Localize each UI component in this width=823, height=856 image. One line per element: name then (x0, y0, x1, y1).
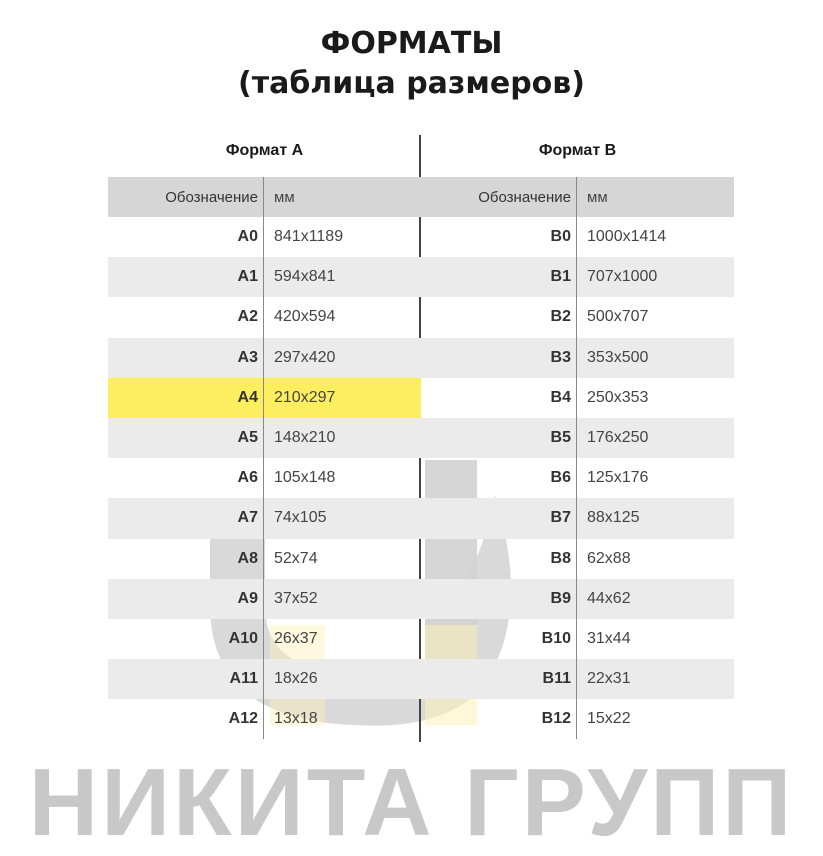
format-b-row (421, 659, 734, 699)
format-a-row (108, 579, 421, 619)
brand-watermark: НИКИТА ГРУПП (28, 749, 795, 856)
format-b-row-code: B9 (421, 579, 577, 619)
format-b-row-size: 353x500 (587, 348, 649, 366)
format-b-row-code: B6 (421, 458, 577, 498)
format-a-row-size: 148x210 (274, 429, 336, 447)
format-a-caption: Формат А (225, 142, 304, 159)
title-line-1: ФОРМАТЫ (320, 26, 503, 61)
format-a-row-size: 74x105 (274, 509, 327, 527)
format-a-row-code: A9 (108, 579, 264, 619)
format-b-row-size: 62x88 (587, 549, 631, 567)
format-b-table (421, 135, 734, 739)
format-a-row-code: A6 (108, 458, 264, 498)
format-b-row (421, 539, 734, 579)
format-b-row-code: B1 (421, 257, 577, 297)
format-b-header-row (421, 177, 734, 217)
format-a-row (108, 297, 421, 337)
format-b-row (421, 297, 734, 337)
format-b-row-size: 125x176 (587, 469, 649, 487)
format-a-row (108, 458, 421, 498)
format-a-row-size: 105x148 (274, 469, 336, 487)
format-a-row-size: 13x18 (274, 710, 318, 728)
format-b-row-code: B3 (421, 338, 577, 378)
format-a-row-size: 26x37 (274, 629, 318, 647)
format-b-row-size: 44x62 (587, 589, 631, 607)
format-a-row-code: A0 (108, 217, 264, 257)
format-a-row (108, 659, 421, 699)
format-b-row-code: B7 (421, 498, 577, 538)
format-b-row-code: B0 (421, 217, 577, 257)
format-a-row-code: A7 (108, 498, 264, 538)
format-b-row (421, 498, 734, 538)
title-line-2: (таблица размеров) (237, 66, 585, 101)
format-b-row-size: 250x353 (587, 388, 649, 406)
format-a-row-size: 18x26 (274, 670, 318, 688)
format-a-row-code: A4 (108, 378, 264, 418)
format-b-caption: Формат В (538, 142, 617, 159)
format-b-row-size: 15x22 (587, 710, 631, 728)
format-b-row-size: 707x1000 (587, 268, 658, 286)
format-a-row (108, 378, 421, 418)
format-a-row-size: 420x594 (274, 308, 336, 326)
format-a-row (108, 418, 421, 458)
format-b-row-size: 500x707 (587, 308, 649, 326)
format-b-row (421, 619, 734, 659)
format-b-row-size: 1000x1414 (587, 228, 667, 246)
format-a-col-size: мм (274, 188, 295, 206)
format-b-row-code: B5 (421, 418, 577, 458)
format-b-row-code: B11 (421, 659, 577, 699)
format-a-row (108, 619, 421, 659)
format-a-table (108, 135, 421, 739)
format-a-row (108, 217, 421, 257)
format-a-row (108, 699, 421, 739)
format-a-row-code: A5 (108, 418, 264, 458)
format-b-row-size: 31x44 (587, 629, 631, 647)
format-a-row-code: A1 (108, 257, 264, 297)
format-b-row-code: B12 (421, 699, 577, 739)
format-b-col-size: мм (587, 188, 608, 206)
format-a-row-size: 841x1189 (274, 228, 344, 246)
format-a-row-code: A2 (108, 297, 264, 337)
format-b-row (421, 699, 734, 739)
format-b-row-code: B10 (421, 619, 577, 659)
format-a-row (108, 338, 421, 378)
format-a-row-size: 37x52 (274, 589, 318, 607)
format-b-row (421, 338, 734, 378)
format-a-row-size: 210x297 (274, 388, 336, 406)
format-a-row-code: A12 (108, 699, 264, 739)
format-a-row-size: 297x420 (274, 348, 336, 366)
format-b-row-code: B8 (421, 539, 577, 579)
format-a-row-code: A10 (108, 619, 264, 659)
format-a-header-row (108, 177, 421, 217)
format-b-row (421, 579, 734, 619)
format-b-row (421, 217, 734, 257)
page-title (0, 24, 823, 104)
format-a-row (108, 257, 421, 297)
format-b-row (421, 378, 734, 418)
format-a-row-code: A8 (108, 539, 264, 579)
format-b-row-size: 176x250 (587, 429, 649, 447)
format-b-row-code: B4 (421, 378, 577, 418)
format-a-col-code: Обозначение (108, 177, 264, 217)
format-b-col-code: Обозначение (421, 177, 577, 217)
format-b-row (421, 257, 734, 297)
format-a-row-size: 52x74 (274, 549, 318, 567)
format-a-row-code: A11 (108, 659, 264, 699)
format-a-row-size: 594x841 (274, 268, 336, 286)
format-b-row (421, 418, 734, 458)
format-a-row (108, 498, 421, 538)
format-a-row-code: A3 (108, 338, 264, 378)
format-b-row-size: 22x31 (587, 670, 631, 688)
format-a-row (108, 539, 421, 579)
format-b-row-size: 88x125 (587, 509, 640, 527)
format-b-row (421, 458, 734, 498)
format-b-row-code: B2 (421, 297, 577, 337)
